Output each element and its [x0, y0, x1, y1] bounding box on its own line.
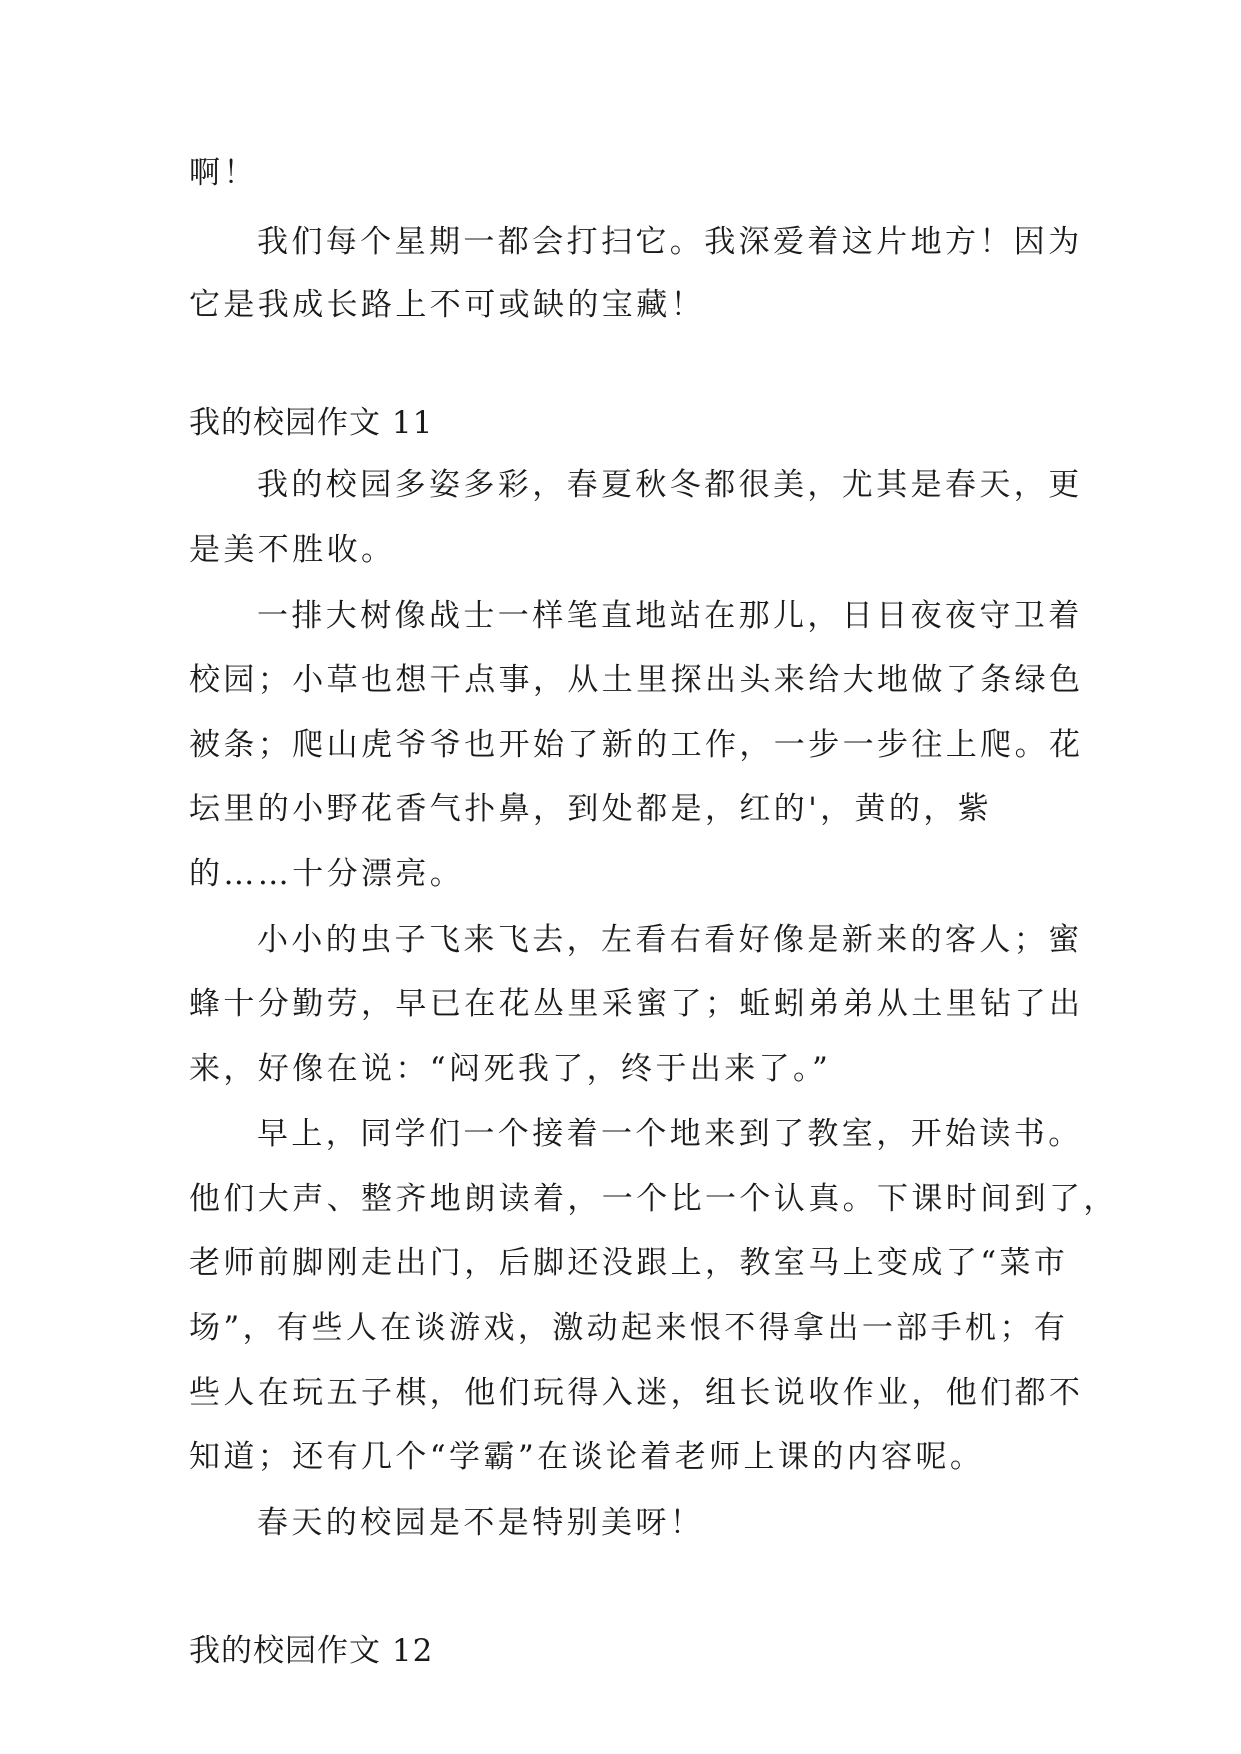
paragraph-first-line: 一排大树像战士一样笔直地站在那儿，日日夜夜守卫着 [257, 598, 1083, 634]
text-line: 啊！ [189, 155, 258, 191]
text-line: 被条；爬山虎爷爷也开始了新的工作，一步一步往上爬。花 [189, 727, 1084, 763]
section-heading: 我的校园作文 11 [189, 405, 434, 441]
paragraph-first-line: 我们每个星期一都会打扫它。我深爱着这片地方！因为 [257, 224, 1083, 260]
text-line: 校园；小草也想干点事，从土里探出头来给大地做了条绿色 [189, 662, 1084, 698]
text-line: 知道；还有几个“学霸”在谈论着老师上课的内容呢。 [189, 1439, 985, 1475]
text-line: 些人在玩五子棋，他们玩得入迷，组长说收作业，他们都不 [189, 1375, 1084, 1411]
text-line: 蜂十分勤劳，早已在花丛里采蜜了；蚯蚓弟弟从土里钻了出 [189, 986, 1084, 1022]
paragraph-first-line: 早上，同学们一个接着一个地来到了教室，开始读书。 [257, 1116, 1083, 1152]
text-line: 来，好像在说：“闷死我了，终于出来了。” [189, 1051, 832, 1087]
paragraph-first-line: 我的校园多姿多彩，春夏秋冬都很美，尤其是春天，更 [257, 467, 1083, 503]
text-line: 老师前脚刚走出门，后脚还没跟上，教室马上变成了“菜市 [189, 1245, 1069, 1281]
section-heading: 我的校园作文 12 [189, 1633, 434, 1669]
text-line: 场”，有些人在谈游戏，激动起来恨不得拿出一部手机；有 [189, 1310, 1069, 1346]
paragraph-first-line: 小小的虫子飞来飞去，左看右看好像是新来的客人；蜜 [257, 922, 1083, 958]
text-line: 是美不胜收。 [189, 532, 396, 568]
text-line: 它是我成长路上不可或缺的宝藏！ [189, 287, 705, 323]
text-line: 的……十分漂亮。 [189, 856, 465, 892]
text-line: 他们大声、整齐地朗读着，一个比一个认真。下课时间到了， [189, 1181, 1118, 1217]
text-line: 坛里的小野花香气扑鼻，到处都是，红的'，黄的，紫 [189, 791, 993, 827]
paragraph-first-line: 春天的校园是不是特别美呀！ [257, 1505, 705, 1541]
